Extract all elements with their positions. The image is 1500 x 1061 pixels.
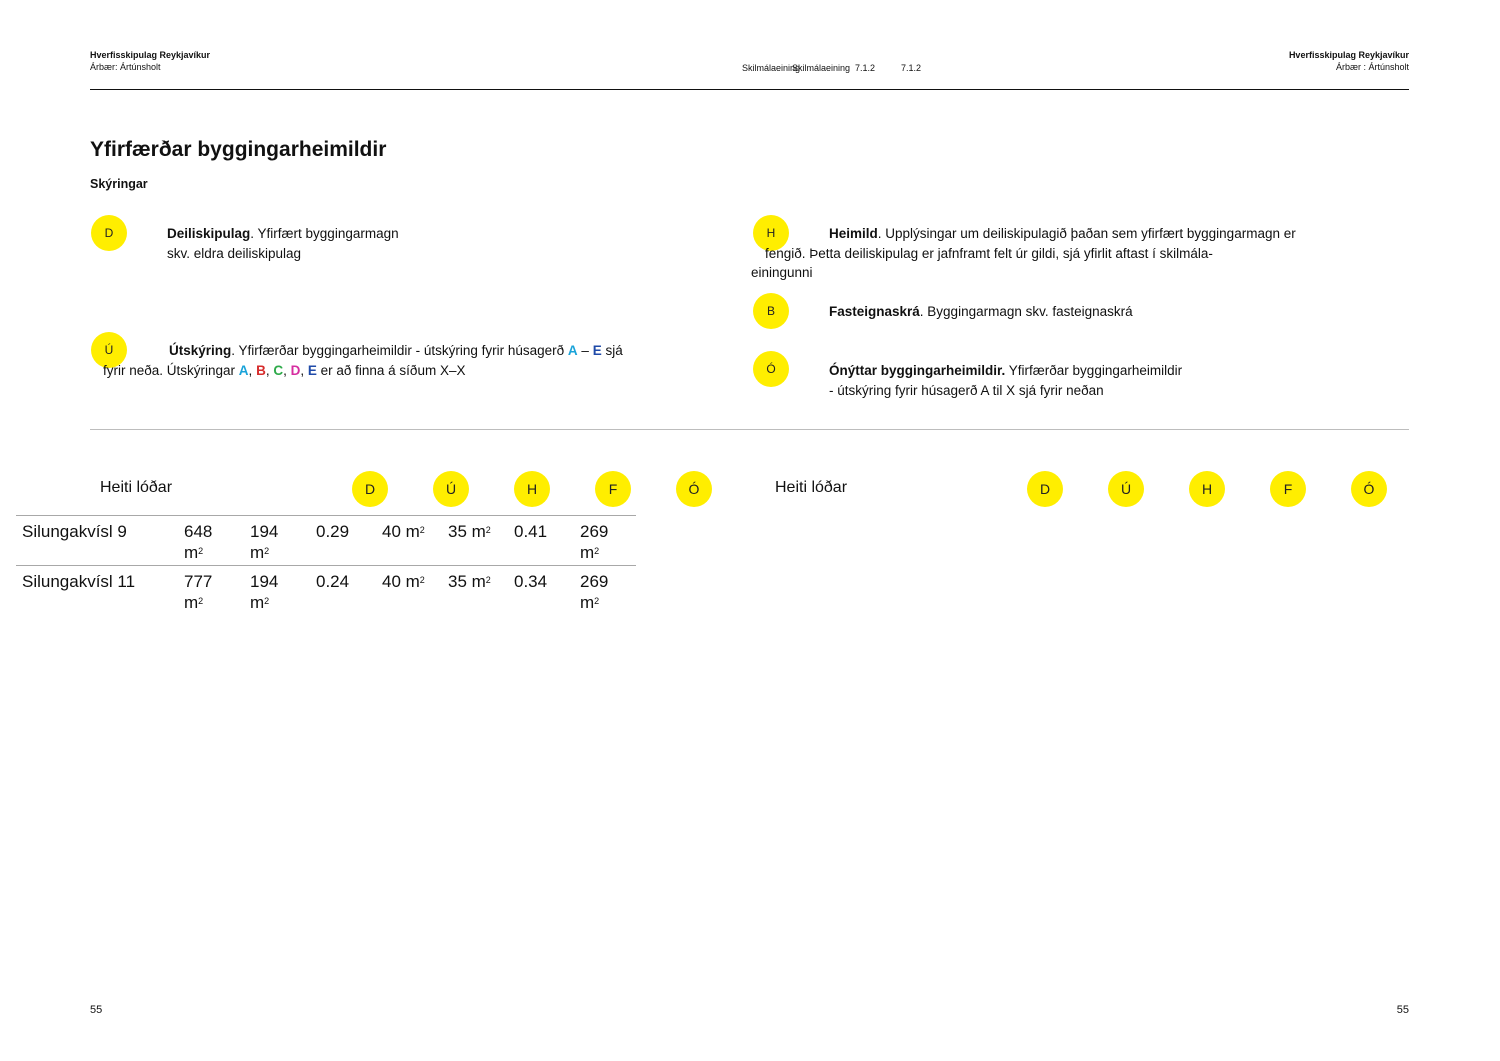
cell-name: Silungakvísl 9 — [16, 516, 178, 566]
cell-u — [244, 566, 310, 616]
cell-sup: 2 — [419, 575, 425, 585]
cell-sup: 2 — [264, 596, 270, 606]
legend-u-text4: er að finna á síðum X–X — [316, 362, 466, 378]
cell-h: 0.29 — [310, 516, 376, 566]
cell-sup: 2 — [594, 546, 600, 556]
legend-h-text2: fengið. Þetta deiliskipulag er jafnframt felt úr gildi, sjá yfirlit aftast í skilmála- — [765, 245, 1213, 261]
cell-value: 194 — [250, 572, 279, 591]
left-table-header-label: Heiti lóðar — [100, 479, 173, 496]
header-center-label-1: Skilmálaeining — [742, 63, 801, 73]
header-right-title: Hverfisskipulag Reykjavíkur — [1288, 50, 1409, 60]
cell-value: 648 — [184, 522, 213, 541]
legend-h-term: Heimild — [829, 226, 878, 241]
legend-u-letter-b: B — [256, 362, 266, 378]
header-left-subtitle: Árbær: Ártúnsholt — [90, 62, 161, 72]
header-center-num-2: 7.1.2 — [901, 63, 922, 73]
legend-item-h — [751, 224, 1365, 283]
legend-u-e: E — [592, 343, 602, 358]
cell-value: 269 — [580, 572, 609, 591]
legend-o-text2: - útskýring fyrir húsagerð A til X sjá fyrir neðan — [829, 382, 1104, 398]
legend-item-d — [167, 224, 399, 263]
data-table — [16, 515, 636, 615]
left-col-h: H — [514, 471, 550, 507]
legend-badge-b: B — [753, 293, 789, 329]
left-col-d: D — [352, 471, 388, 507]
header-divider — [90, 89, 1409, 90]
cell-unit: m — [250, 593, 265, 612]
cell-name: Silungakvísl 11 — [16, 566, 178, 616]
cell-unit: m — [250, 543, 265, 562]
legend-u-text1: . Yfirfærðar byggingarheimildir - útskýring fyrir húsagerð — [231, 343, 568, 358]
header-center-label-2: Skilmálaeining — [792, 63, 851, 73]
table-row — [16, 516, 636, 566]
legend-d-line2: skv. eldra deiliskipulag — [167, 245, 302, 261]
cell-sup: 2 — [198, 546, 204, 556]
cell-value: 35 m — [448, 572, 486, 591]
legend-u-letter-a: A — [238, 362, 249, 378]
page-subtitle: Skýringar — [90, 177, 148, 191]
page-number-left: 55 — [90, 1004, 103, 1016]
cell-unit: m — [184, 543, 199, 562]
left-col-o: Ó — [676, 471, 712, 507]
cell-ratio: 0.34 — [508, 566, 574, 616]
cell-u — [244, 516, 310, 566]
legend-item-u: Útskýring. Yfirfærðar byggingarheimildir - útskýring fyrir húsagerð A – E sjá fyrir neða. Útskýringar A, B, C, D, E er að finna á síðum X–X — [103, 343, 623, 378]
cell-ratio: 0.41 — [508, 516, 574, 566]
cell-unit: m — [184, 593, 199, 612]
cell-value: 40 m — [382, 522, 420, 541]
header-center-num-1: 7.1.2 — [855, 63, 876, 73]
legend-item-b — [829, 302, 1133, 322]
cell-o — [442, 566, 508, 616]
cell-f — [376, 516, 442, 566]
page-title: Yfirfærðar byggingarheimildir — [90, 138, 387, 161]
cell-unit: m — [580, 543, 595, 562]
table-row — [16, 566, 636, 616]
legend-h-text3: einingunni — [751, 265, 813, 280]
legend-badge-o: Ó — [753, 351, 789, 387]
cell-sup: 2 — [485, 525, 491, 535]
right-col-u: Ú — [1108, 471, 1144, 507]
header-left-title: Hverfisskipulag Reykjavíkur — [90, 50, 211, 60]
legend-u-term: Útskýring — [169, 343, 232, 358]
cell-sup: 2 — [264, 546, 270, 556]
legend-b-term: Fasteignaskrá — [829, 304, 920, 319]
cell-sup: 2 — [485, 575, 491, 585]
legend-d-line1: . Yfirfært byggingarmagn — [250, 226, 399, 241]
cell-o — [442, 516, 508, 566]
cell-f — [376, 566, 442, 616]
cell-sup: 2 — [419, 525, 425, 535]
legend-u-letter-d: D — [290, 362, 301, 378]
cell-value: 35 m — [448, 522, 486, 541]
legend-item-o — [829, 361, 1182, 400]
legend-badge-h: H — [753, 215, 789, 251]
header-right-subtitle: Árbær : Ártúnsholt — [1335, 62, 1409, 72]
left-col-f: F — [595, 471, 631, 507]
legend-b-text: . Byggingarmagn skv. fasteignaskrá — [919, 304, 1133, 319]
right-col-o: Ó — [1351, 471, 1387, 507]
section-divider — [90, 429, 1409, 430]
page-number-right: 55 — [1396, 1004, 1409, 1016]
cell-value: 777 — [184, 572, 213, 591]
right-col-f: F — [1270, 471, 1306, 507]
legend-u-letter-c: C — [273, 362, 284, 378]
legend-u-text3: fyrir neða. Útskýringar — [103, 362, 239, 378]
legend-o-text: Yfirfærðar byggingarheimildir — [1005, 363, 1183, 378]
cell-value: 269 — [580, 522, 609, 541]
legend-u-letter-e: E — [307, 362, 317, 378]
cell-total — [574, 516, 636, 566]
legend-h-text: . Upplýsingar um deiliskipulagið þaðan sem yfirfært byggingarmagn er — [877, 226, 1296, 241]
legend-u-a: A — [567, 343, 578, 358]
cell-value: 40 m — [382, 572, 420, 591]
right-col-d: D — [1027, 471, 1063, 507]
cell-value: 194 — [250, 522, 279, 541]
cell-unit: m — [580, 593, 595, 612]
legend-badge-d: D — [91, 215, 127, 251]
cell-total — [574, 566, 636, 616]
legend-badge-u: Ú — [91, 332, 127, 368]
cell-sup: 2 — [594, 596, 600, 606]
cell-sup: 2 — [198, 596, 204, 606]
legend-o-term: Ónýttar byggingarheimildir. — [829, 363, 1006, 378]
left-col-u: Ú — [433, 471, 469, 507]
cell-d — [178, 566, 244, 616]
right-table-header-label: Heiti lóðar — [775, 479, 848, 496]
cell-d — [178, 516, 244, 566]
legend-u-dash: – — [577, 343, 593, 358]
legend-u-text2: sjá — [601, 343, 623, 358]
right-col-h: H — [1189, 471, 1225, 507]
cell-h: 0.24 — [310, 566, 376, 616]
legend-d-term: Deiliskipulag — [167, 226, 251, 241]
